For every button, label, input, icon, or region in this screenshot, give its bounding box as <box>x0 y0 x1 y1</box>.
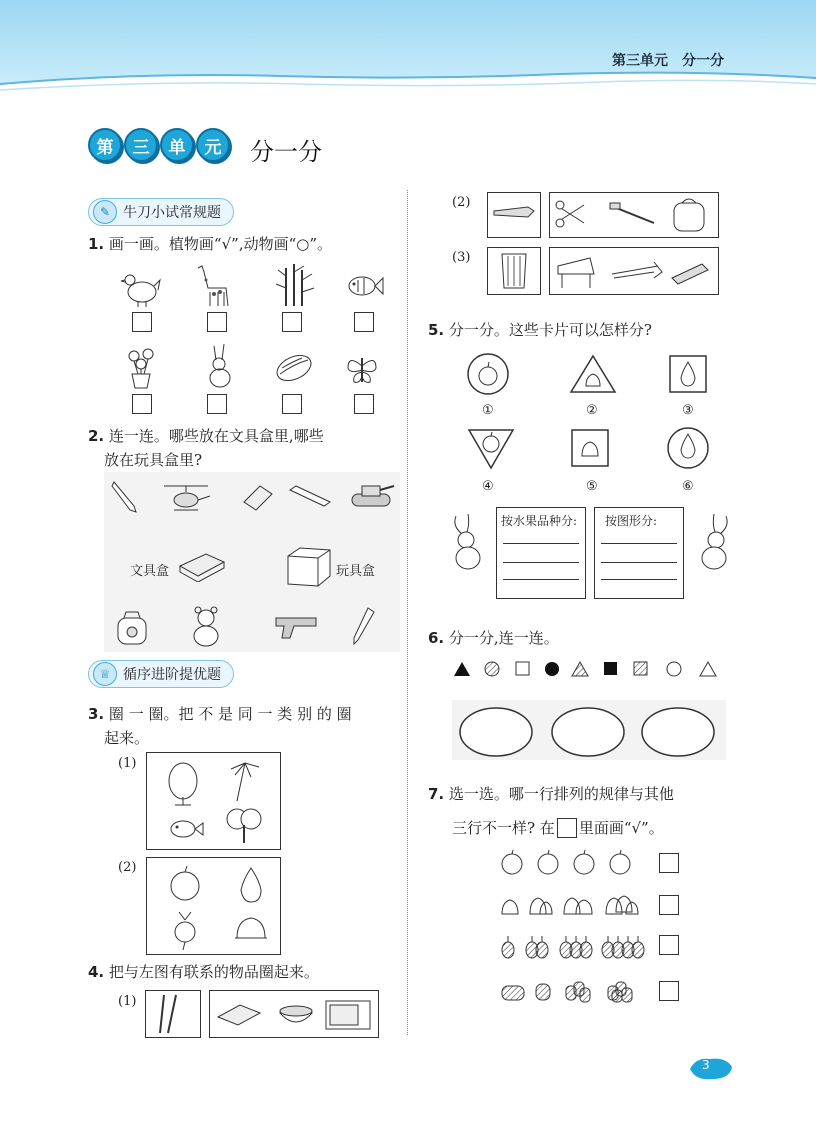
toy-box-icon[interactable] <box>284 540 334 588</box>
q4-text <box>88 960 319 984</box>
q7-answer-box[interactable] <box>659 981 679 1001</box>
hatched-circle[interactable] <box>485 662 499 676</box>
scissors-icon[interactable] <box>556 201 584 227</box>
q7-prompt-line2b: 里面画“√”。 <box>578 819 664 837</box>
card-label-5: ⑤ <box>586 479 598 494</box>
black-circle[interactable] <box>545 662 559 676</box>
q7-answer-box[interactable] <box>659 935 679 955</box>
white-triangle[interactable] <box>700 662 716 676</box>
q4-prompt: 把与左图有联系的物品圈起来。 <box>108 963 319 981</box>
q4-2-right-frame <box>549 192 719 238</box>
piano-icon[interactable] <box>558 258 594 288</box>
apple-icon[interactable] <box>171 866 199 900</box>
toy-box-label: 玩具盒 <box>336 564 376 579</box>
ruler-icon[interactable] <box>288 484 332 510</box>
answer-line[interactable] <box>503 543 579 544</box>
pen-icon: ✎ <box>93 200 117 224</box>
fish-icon[interactable] <box>171 821 203 837</box>
q1-answer-box[interactable] <box>132 394 152 414</box>
q5-prompt: 分一分。这些卡片可以怎样分? <box>448 321 652 339</box>
trophy-icon: ♕ <box>93 662 117 686</box>
rabbit-icon <box>200 342 240 390</box>
answer-line[interactable] <box>503 579 579 580</box>
rice-bowl-icon[interactable] <box>280 1006 312 1022</box>
unit-badge-2: 三 <box>124 128 158 162</box>
helicopter-icon[interactable] <box>160 482 212 514</box>
q1-answer-box[interactable] <box>207 312 227 332</box>
apple-icon <box>610 854 630 874</box>
q1-text <box>88 232 332 256</box>
row-pineapples <box>496 930 646 960</box>
pineapple-icon <box>502 942 514 958</box>
q7-text-line2 <box>452 816 664 840</box>
tank-icon[interactable] <box>346 478 396 512</box>
toothpaste-icon <box>488 193 540 237</box>
unit-title: 分一分 <box>250 138 322 166</box>
chopsticks-icon <box>146 991 200 1037</box>
strawberry-icon <box>580 988 590 1002</box>
q3-text <box>88 702 400 750</box>
pencil-icon[interactable] <box>110 478 140 514</box>
q1-number: 1. <box>88 235 105 253</box>
card-label-2: ② <box>586 403 598 418</box>
palm-tree-icon[interactable] <box>231 763 259 801</box>
q2-text <box>88 424 400 472</box>
q6-prompt: 分一分,连一连。 <box>448 629 559 647</box>
note-by-shape-label: 按图形分: <box>605 514 658 528</box>
note-by-shape <box>594 507 684 599</box>
q2-prompt-line1: 连一连。哪些放在文具盒里,哪些 <box>108 427 324 445</box>
section-basic-label: 牛刀小试常规题 <box>123 205 221 221</box>
radish-icon[interactable] <box>175 912 195 950</box>
black-triangle[interactable] <box>454 662 470 676</box>
q4-2-options <box>550 193 718 237</box>
q3-number: 3. <box>88 705 105 723</box>
section-advanced <box>88 660 234 688</box>
butterfly-icon <box>344 352 380 386</box>
q4-sub1: (1) <box>118 994 137 1009</box>
pencil-case-icon[interactable] <box>218 1005 260 1025</box>
peach-icon <box>530 898 552 914</box>
pen-icon[interactable] <box>348 606 378 646</box>
white-square[interactable] <box>516 662 529 675</box>
q7-prompt-line2a: 三行不一样? 在 <box>452 819 555 837</box>
q4-1-options <box>210 991 378 1037</box>
unit-badges <box>88 128 230 162</box>
pear-icon[interactable] <box>241 868 261 902</box>
q3-pictures-1 <box>147 753 280 849</box>
card-label-3: ③ <box>682 403 694 418</box>
pineapple-icon <box>632 942 644 958</box>
q1-answer-box[interactable] <box>282 312 302 332</box>
tree-icon[interactable] <box>227 809 261 843</box>
harp-icon <box>488 248 540 294</box>
q1-answer-box[interactable] <box>354 394 374 414</box>
q7-answer-box[interactable] <box>659 895 679 915</box>
eraser-icon[interactable] <box>240 482 276 512</box>
q6-shapes <box>448 656 730 682</box>
header-wave <box>0 0 816 95</box>
row-apples <box>496 848 646 878</box>
q3-frame-1 <box>146 752 281 850</box>
unit-badge-1: 第 <box>88 128 122 162</box>
sort-oval[interactable] <box>642 708 714 756</box>
card-peach-triangle[interactable] <box>568 352 618 396</box>
rabbit-icon <box>688 512 736 572</box>
card-label-6: ⑥ <box>682 479 694 494</box>
hatched-triangle[interactable] <box>572 662 588 676</box>
q6-ovals <box>452 702 726 760</box>
section-basic <box>88 198 234 226</box>
card-apple-triangle[interactable] <box>466 426 516 472</box>
hatched-square[interactable] <box>634 662 647 675</box>
apple-icon <box>574 854 594 874</box>
answer-line[interactable] <box>503 562 579 563</box>
pineapple-icon <box>580 942 592 958</box>
q1-answer-box[interactable] <box>354 312 374 332</box>
q4-3-left-frame <box>487 247 541 295</box>
card-label-1: ① <box>482 403 494 418</box>
q7-prompt-line1: 选一选。哪一行排列的规律与其他 <box>448 785 674 803</box>
answer-line[interactable] <box>601 562 677 563</box>
peach-icon <box>564 898 592 914</box>
backpack-icon[interactable] <box>674 199 704 231</box>
q4-1-right-frame <box>209 990 379 1038</box>
unit-badge-3: 单 <box>160 128 194 162</box>
tree-icon[interactable] <box>169 763 197 805</box>
pineapple-icon <box>536 942 548 958</box>
giraffe-icon <box>188 262 234 308</box>
hen-icon <box>118 268 162 308</box>
row-peaches <box>496 890 646 920</box>
q2-number: 2. <box>88 427 105 445</box>
inline-box-icon <box>557 818 577 838</box>
q3-sub1: (1) <box>118 756 137 771</box>
peach-icon[interactable] <box>235 918 267 938</box>
answer-line[interactable] <box>601 543 677 544</box>
unit-badge-4: 元 <box>196 128 230 162</box>
note-by-fruit-label: 按水果品种分: <box>501 514 578 528</box>
peach-icon <box>502 900 518 914</box>
microwave-icon[interactable] <box>326 1001 370 1029</box>
q1-answer-box[interactable] <box>132 312 152 332</box>
trombone-icon[interactable] <box>612 262 662 278</box>
q4-2-left-frame <box>487 192 541 238</box>
answer-line[interactable] <box>601 579 677 580</box>
cabbage-icon <box>272 350 318 386</box>
toy-gun-icon[interactable] <box>272 612 322 642</box>
card-label-4: ④ <box>482 479 494 494</box>
apple-icon <box>502 854 522 874</box>
teddy-bear-icon[interactable] <box>184 604 230 648</box>
header-title: 第三单元 分一分 <box>612 53 724 69</box>
q4-sub3: (3) <box>452 250 471 265</box>
q4-3-options <box>550 248 718 294</box>
page-number-splash <box>686 1053 734 1083</box>
q7-text <box>428 782 738 806</box>
white-circle[interactable] <box>667 662 681 676</box>
fish-icon <box>344 270 384 302</box>
peach-icon <box>606 896 638 914</box>
q3-frame-2 <box>146 857 281 955</box>
q4-1-left-frame <box>145 990 201 1038</box>
card-apple-circle[interactable] <box>466 352 510 396</box>
q3-prompt-line1: 圈 一 圈。把 不 是 同 一 类 别 的 圈 <box>108 705 352 723</box>
toothbrush-icon[interactable] <box>610 203 654 223</box>
note-by-fruit <box>496 507 586 599</box>
strawberry-icon <box>502 986 524 1000</box>
pencil-case-icon[interactable] <box>176 548 228 582</box>
q6-number: 6. <box>428 629 445 647</box>
pencil-case-label: 文具盒 <box>130 564 170 579</box>
q1-answer-box[interactable] <box>282 394 302 414</box>
black-square[interactable] <box>604 662 617 675</box>
sharpener-icon[interactable] <box>112 608 152 648</box>
q4-number: 4. <box>88 963 105 981</box>
sort-oval[interactable] <box>460 708 532 756</box>
q5-text <box>428 318 652 342</box>
q2-prompt-line2: 放在玩具盒里? <box>104 451 203 469</box>
sort-oval[interactable] <box>552 708 624 756</box>
bamboo-icon <box>272 262 318 308</box>
q7-number: 7. <box>428 785 445 803</box>
comb-icon[interactable] <box>672 264 708 284</box>
row-strawberries <box>496 980 646 1006</box>
page-number: 3 <box>702 1058 710 1072</box>
strawberry-icon <box>612 990 622 1002</box>
q1-answer-box[interactable] <box>207 394 227 414</box>
column-divider <box>407 190 408 1035</box>
q4-3-right-frame <box>549 247 719 295</box>
section-advanced-label: 循序进阶提优题 <box>123 667 221 683</box>
card-peach-square[interactable] <box>570 428 610 468</box>
rabbit-icon <box>446 512 494 572</box>
q3-prompt-line2: 起来。 <box>104 729 150 747</box>
q5-number: 5. <box>428 321 445 339</box>
header-band <box>0 0 816 95</box>
strawberry-icon <box>536 984 550 1000</box>
q3-sub2: (2) <box>118 860 137 875</box>
q4-sub2: (2) <box>452 195 471 210</box>
q3-pictures-2 <box>147 858 280 954</box>
q7-answer-box[interactable] <box>659 853 679 873</box>
q1-prompt: 画一画。植物画“√”,动物画“○”。 <box>108 235 333 253</box>
q6-text <box>428 626 559 650</box>
flowerpot-icon <box>120 344 162 390</box>
strawberry-icon <box>622 988 632 1002</box>
card-pear-square[interactable] <box>668 354 708 394</box>
card-pear-circle[interactable] <box>666 426 710 470</box>
apple-icon <box>538 854 558 874</box>
